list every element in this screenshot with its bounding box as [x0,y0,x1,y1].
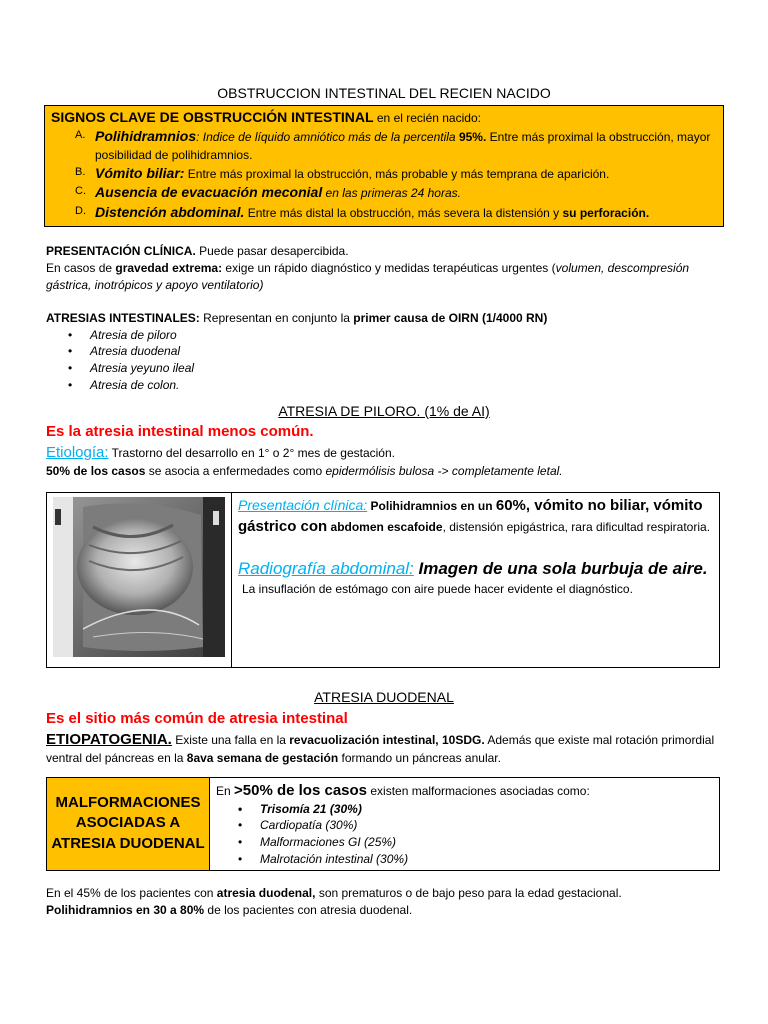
duodenal-red-line: Es el sitio más común de atresia intestinal [46,709,348,727]
severe-cases-bold: gravedad extrema: [115,261,223,276]
pyloric-presentation-d: , distensión epigástrica, rara dificultad respiratoria. [442,520,711,535]
sign-key: Ausencia de evacuación meconial [95,184,323,201]
duodenal-etiopathogenesis-label: ETIOPATOGENIA. [46,730,172,748]
key-signs-title: SIGNOS CLAVE DE OBSTRUCCIÓN INTESTINAL [51,108,374,125]
intestinal-atresias-label: ATRESIAS INTESTINALES: [46,310,200,325]
sign-key: Polihidramnios [95,128,197,145]
duodenal-etio-d: 8ava semana de gestación [186,750,339,765]
abdominal-xray-image [53,497,225,657]
list-item: • Malformaciones GI (25%) [216,834,713,851]
sign-item [51,203,717,223]
clinical-presentation [46,243,722,260]
key-signs-box [44,105,724,228]
sign-bold: 95%. [458,130,487,145]
duodenal-etio-e: formando un páncreas anular. [338,750,501,765]
sign-key: Distención abdominal. [95,203,245,220]
list-item: • Atresia de piloro [46,327,722,344]
clinical-presentation-text: Puede pasar desapercibida. [195,244,349,259]
polyhydramnios-note-a: Polihidramnios en 30 a 80% [46,902,205,917]
intestinal-atresias-bold: primer causa de OIRN (1/4000 RN) [353,310,548,325]
abdominal-radiography-title: Radiografía abdominal: [238,559,414,579]
sign-text: : Indice de líquido amniótico más de la percentila [196,130,459,145]
sign-letter: B. [75,165,86,178]
pyloric-presentation-a: Polihidramnios en un [367,499,496,514]
severe-cases-b: exige un rápido diagnóstico y medidas terapéuticas urgentes ( [222,261,556,276]
pyloric-presentation-b: 60%, vómito no biliar, vómito gástrico con [238,497,703,536]
key-signs-title-suffix: en el recién nacido: [373,110,481,125]
document-page [46,84,722,918]
sign-key: Vómito biliar: [95,164,185,181]
polyhydramnios-note [46,902,722,919]
pyloric-presentation [238,495,713,537]
atresia-list [46,327,722,394]
list-item: • Atresia duodenal [46,343,722,360]
sign-text: Entre más distal la obstrucción, más severa la distensión y [244,205,563,220]
pyloric-table [46,492,720,668]
pyloric-association-italic: epidermólisis bulosa -> completamente letal. [325,464,563,479]
pyloric-association-bold: 50% de los casos [46,464,146,479]
duodenal-etio-c: Además que existe mal rotación primordial ventral del páncreas en la [46,732,715,765]
intestinal-atresias [46,310,722,327]
sign-item [51,127,717,163]
prematurity-note-c: son prematuros o de bajo peso para la edad gestacional. [315,885,622,900]
malformations-list-cell [210,777,720,870]
list-item: • Trisomía 21 (30%) [216,801,713,818]
intestinal-atresias-text: Representan en conjunto la [199,310,354,325]
key-signs-list [51,127,717,222]
polyhydramnios-note-b: de los pacientes con atresia duodenal. [204,902,413,917]
severe-cases-italic: volumen, descompresión gástrica, inotrópicos y apoyo ventilatorio) [46,261,690,292]
sign-letter: A. [75,129,86,142]
sign-letter: D. [75,204,86,217]
prematurity-note-b: atresia duodenal, [216,885,316,900]
sign-text: en las primeras 24 horas. [322,186,461,201]
key-signs-heading [51,108,717,128]
pyloric-association [46,463,722,480]
duodenal-etio-a: Existe una falla en la [171,732,290,747]
severe-cases-text [46,260,722,294]
prematurity-note-a: En el 45% de los pacientes con [46,885,217,900]
pyloric-etiology-label: Etiología: [46,444,109,462]
clinical-presentation-label: PRESENTACIÓN CLÍNICA. [46,244,196,259]
abdominal-radiography-text: Imagen de una sola burbuja de aire. [413,559,708,579]
pyloric-etiology [46,442,722,463]
xray-cell [47,493,232,668]
page-title: OBSTRUCCION INTESTINAL DEL RECIEN NACIDO [217,85,551,101]
pyloric-association-text: se asocia a enfermedades como [145,464,326,479]
list-item: • Atresia de colon. [46,377,722,394]
pyloric-atresia-heading: ATRESIA DE PILORO. (1% de AI) [278,402,490,419]
list-item: • Cardiopatía (30%) [216,817,713,834]
malformations-intro-a: En [216,783,235,798]
malformations-list [216,801,713,868]
malformations-label: MALFORMACIONES ASOCIADAS A ATRESIA DUODENAL [47,777,210,870]
sign-item [51,183,717,203]
sign-text-2: Entre más proximal la obstrucción, mayor posibilidad de polihidramnios. [95,130,711,162]
duodenal-etiopathogenesis [46,729,722,767]
sign-letter: C. [75,185,86,198]
severe-cases-a: En casos de [46,261,116,276]
malformations-table [46,777,720,871]
duodenal-atresia-heading: ATRESIA DUODENAL [314,689,454,706]
malformations-intro [216,780,713,801]
pyloric-etiology-text: Trastorno del desarrollo en 1° o 2° mes de gestación. [108,446,395,461]
pyloric-red-line: Es la atresia intestinal menos común. [46,423,314,441]
malformations-intro-b: >50% de los casos [234,781,368,799]
radiography-note: La insuflación de estómago con aire puede hacer evidente el diagnóstico. [242,581,633,596]
pyloric-description-cell [232,493,720,668]
sign-bold: su perforación. [562,205,650,220]
prematurity-note [46,885,722,902]
sign-text: Entre más proximal la obstrucción, más probable y más temprana de aparición. [184,166,610,181]
pyloric-presentation-c: abdomen escafoide [327,520,443,535]
list-item: • Atresia yeyuno ileal [46,360,722,377]
sign-item [51,164,717,184]
duodenal-etio-b: revacuolización intestinal, 10SDG. [289,732,485,747]
list-item: • Malrotación intestinal (30%) [216,851,713,868]
malformations-intro-c: existen malformaciones asociadas como: [367,783,590,798]
pyloric-presentation-title: Presentación clínica: [238,497,368,514]
abdominal-radiography [238,557,713,581]
